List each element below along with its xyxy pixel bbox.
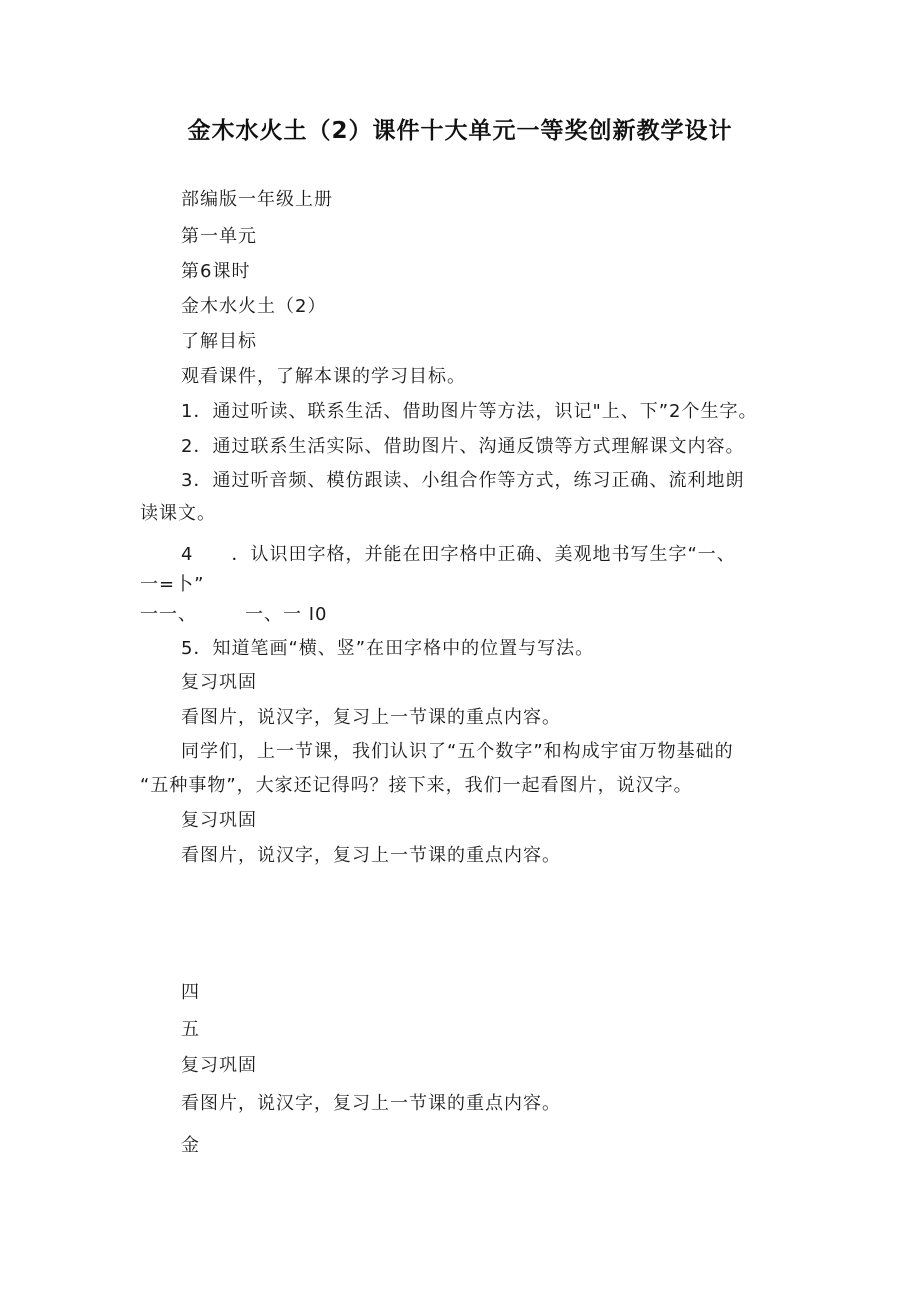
text-line-unit: 第一单元 bbox=[181, 226, 257, 247]
text-line-goal-3-cont: 读课文。 bbox=[140, 503, 216, 524]
text-line-review-paragraph-cont: “五种事物”，大家还记得吗？接下来，我们一起看图片，说汉字。 bbox=[140, 775, 693, 796]
text-line-lesson-title: 金木水火土（2） bbox=[181, 296, 327, 317]
text-line-review-instruction: 看图片，说汉字，复习上一节课的重点内容。 bbox=[181, 1093, 561, 1114]
text-line-review-instruction: 看图片，说汉字，复习上一节课的重点内容。 bbox=[181, 845, 561, 866]
text-line-review-paragraph: 同学们，上一节课，我们认识了“五个数字”和构成宇宙万物基础的 bbox=[181, 741, 734, 762]
text-line-heading-review: 复习巩固 bbox=[181, 810, 257, 831]
text-line-textbook: 部编版一年级上册 bbox=[181, 189, 333, 210]
text-line-goal-4-cont: 一=卜” bbox=[140, 574, 205, 595]
text-line-lesson-period: 第6课时 bbox=[181, 261, 251, 282]
text-line-goal-5: 5．知道笔画“横、竖”在田字格中的位置与写法。 bbox=[181, 638, 595, 659]
document-title: 金木水火土（2）课件十大单元一等奖创新教学设计 bbox=[187, 118, 733, 144]
text-line-character: 四 bbox=[181, 982, 200, 1003]
text-line-goal-3: 3．通过听音频、模仿跟读、小组合作等方式，练习正确、流利地朗 bbox=[181, 470, 745, 491]
text-line-goals-intro: 观看课件，了解本课的学习目标。 bbox=[181, 366, 466, 387]
text-line-character: 金 bbox=[181, 1135, 200, 1156]
text-line-heading-goals: 了解目标 bbox=[181, 331, 257, 352]
text-line-goal-4: 4 ．认识田字格，并能在田字格中正确、美观地书写生字“一、 bbox=[181, 544, 736, 565]
text-line-character: 五 bbox=[181, 1019, 200, 1040]
text-line-goal-2: 2．通过联系生活实际、借助图片、沟通反馈等方式理解课文内容。 bbox=[181, 436, 745, 457]
text-line-review-instruction: 看图片，说汉字，复习上一节课的重点内容。 bbox=[181, 707, 561, 728]
text-line-goal-4-strokes: 一一、 一、一 I0 bbox=[140, 604, 328, 625]
text-line-goal-1: 1．通过听读、联系生活、借助图片等方法，识记"上、下”2个生字。 bbox=[181, 401, 758, 422]
text-line-heading-review: 复习巩固 bbox=[181, 672, 257, 693]
text-line-heading-review: 复习巩固 bbox=[181, 1055, 257, 1076]
